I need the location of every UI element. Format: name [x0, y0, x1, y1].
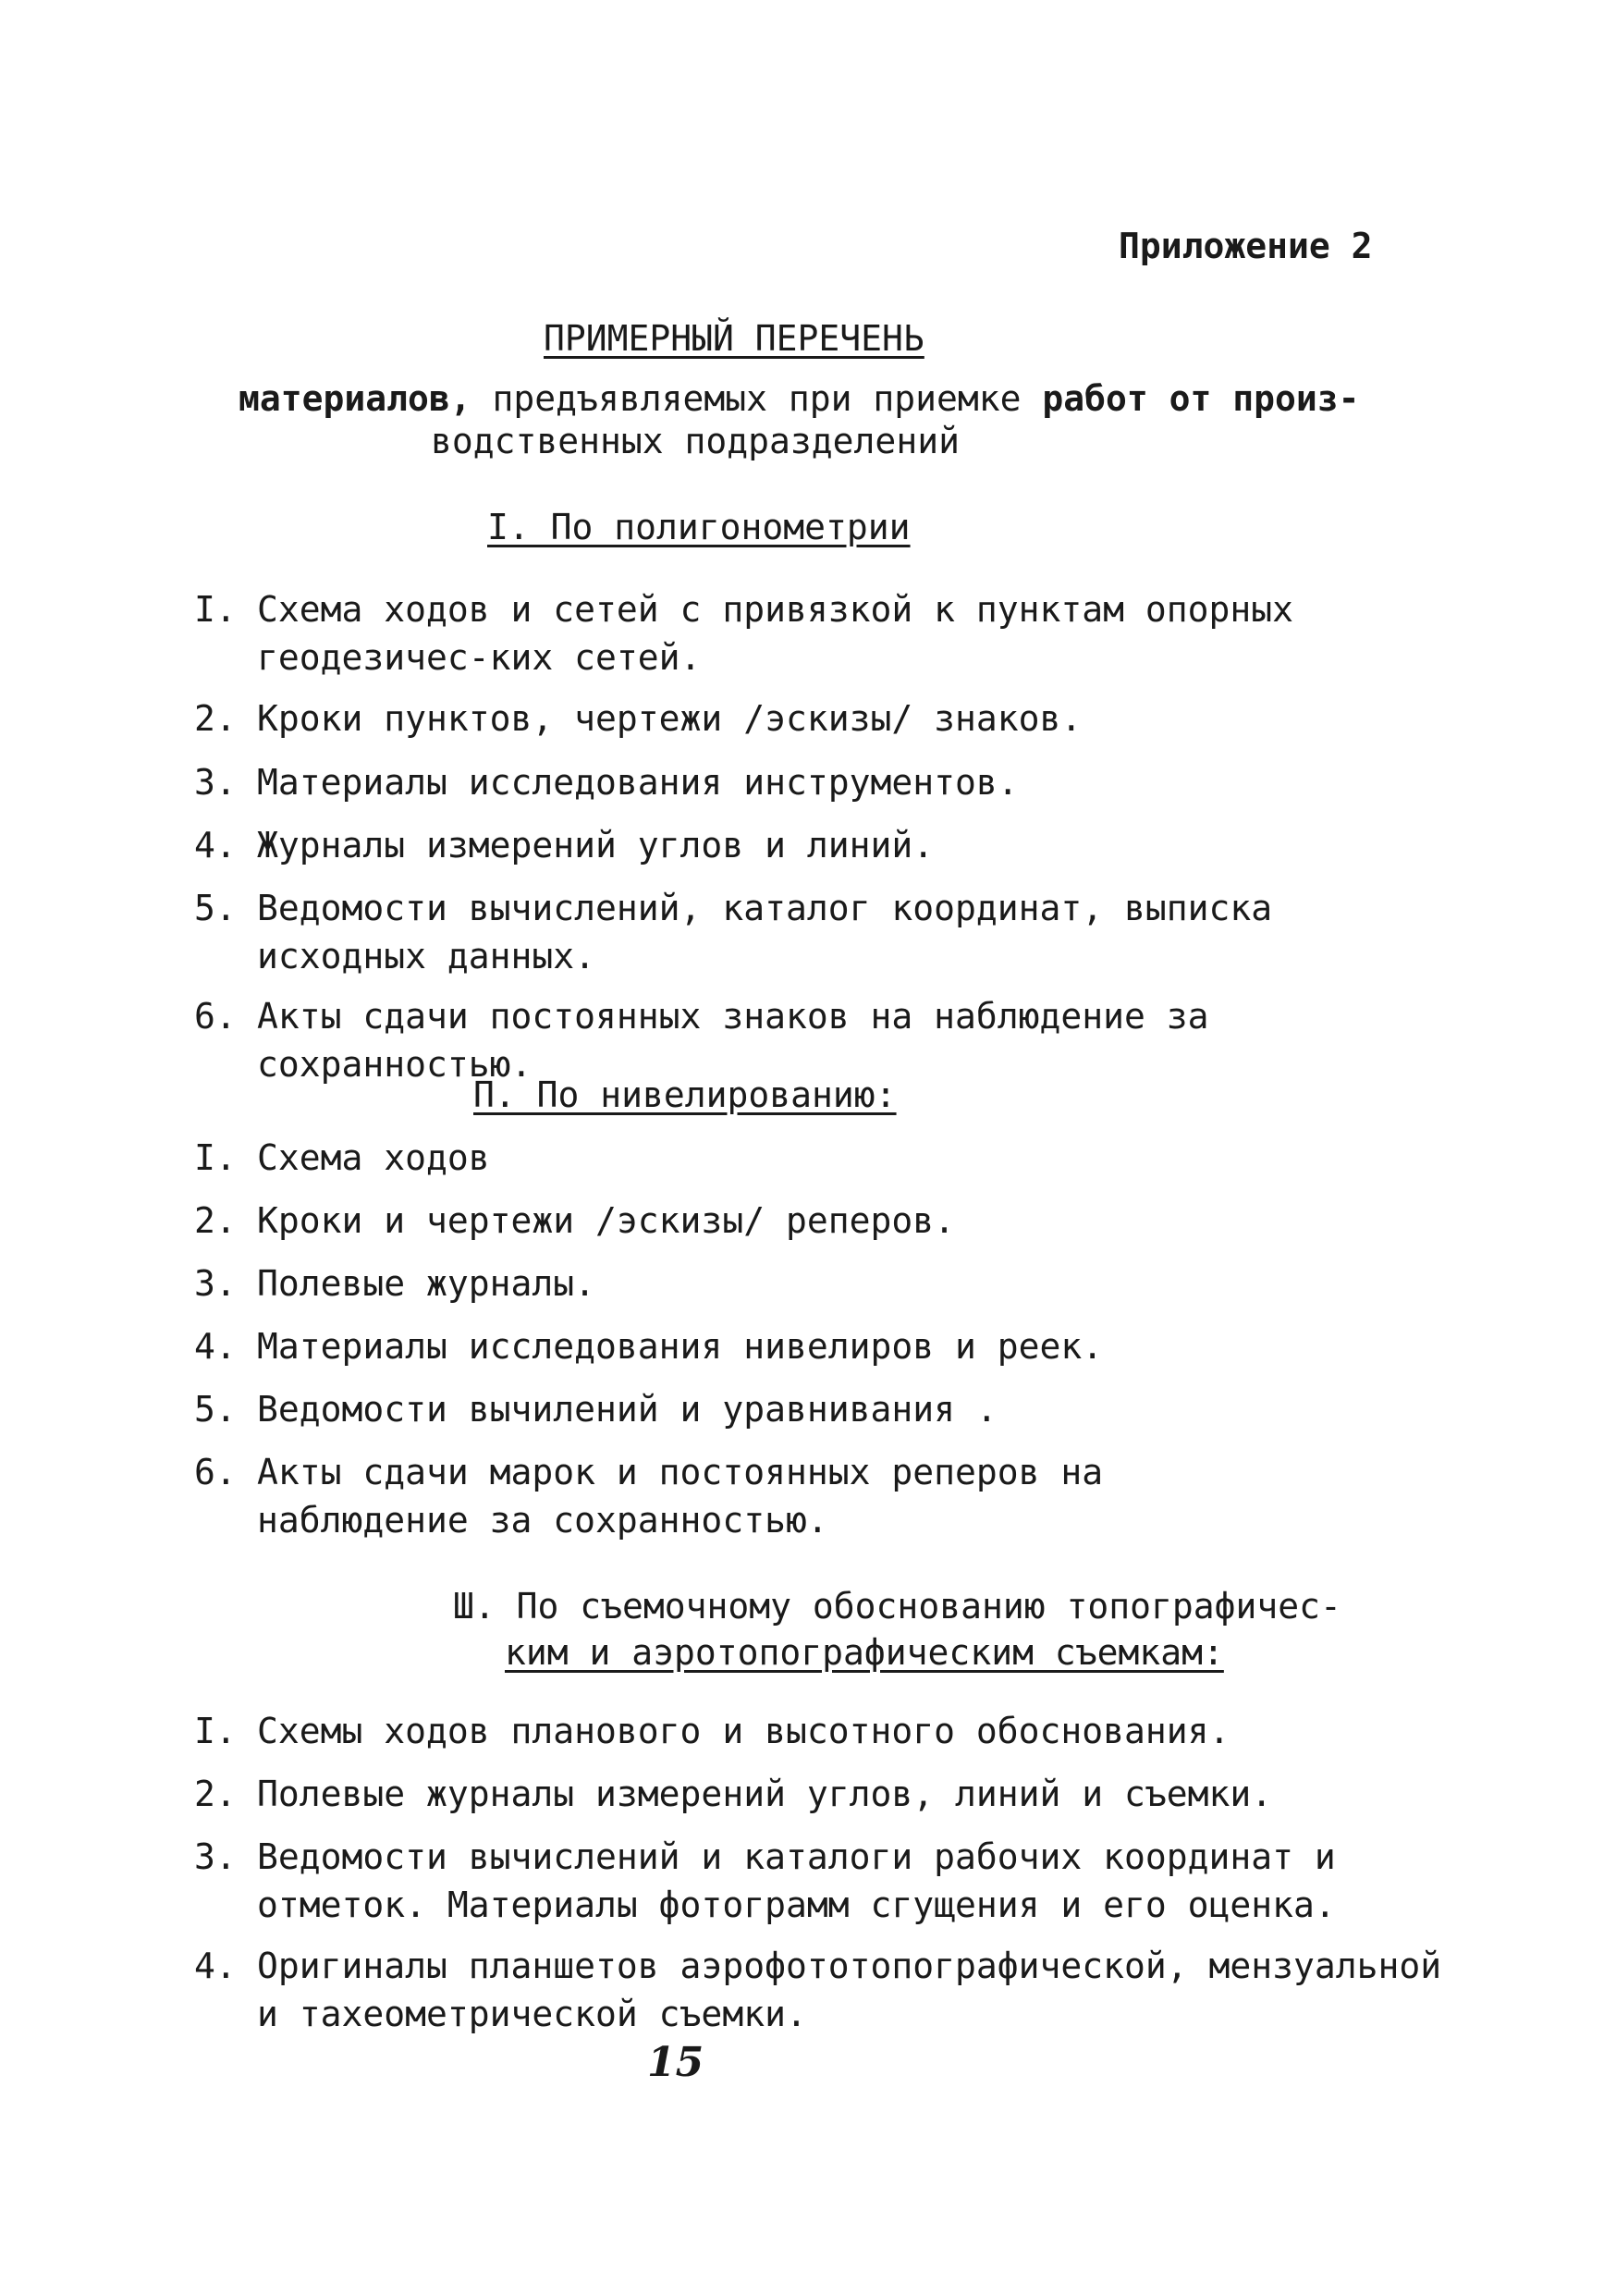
list-item: [194, 1385, 1451, 1433]
item-number: 5.: [194, 1389, 237, 1430]
item-text: Ведомости вычислений и каталоги рабочих координат и отметок. Материалы фотограмм сгущения и его оценка.: [257, 1836, 1336, 1925]
subtitle-part-3: работ от произ-: [1042, 378, 1360, 419]
appendix-label: Приложение 2: [1119, 226, 1373, 266]
subtitle-line-2: водственных подразделений: [431, 421, 960, 461]
item-number: 2.: [194, 1200, 237, 1241]
subtitle-part-2: предъявляемых при приемке: [471, 378, 1043, 419]
item-number: 5.: [194, 888, 237, 928]
item-text: Оригиналы планшетов аэрофототопографической, мензуальной и тахеометрической съемки.: [257, 1946, 1442, 2034]
item-number: 2.: [194, 698, 237, 739]
item-number: I.: [194, 589, 237, 630]
item-number: 2.: [194, 1774, 237, 1814]
list-item: [194, 1259, 1451, 1308]
section-heading-3-line-1: Ш. По съемочному обоснованию топографичес-: [453, 1586, 1341, 1627]
item-number: 4.: [194, 1326, 237, 1367]
item-text: Кроки пунктов, чертежи /эскизы/ знаков.: [257, 698, 1083, 739]
item-text: Схема ходов и сетей с привязкой к пунктам опорных геодезичес-ких сетей.: [257, 589, 1294, 678]
item-number: 4.: [194, 1946, 237, 1986]
list-item: [194, 1134, 1451, 1182]
list-item: [194, 1197, 1451, 1245]
item-text: Кроки и чертежи /эскизы/ реперов.: [257, 1200, 955, 1241]
item-number: I.: [194, 1137, 237, 1178]
item-text: Журналы измерений углов и линий.: [257, 825, 935, 866]
item-number: 6.: [194, 996, 237, 1037]
section-heading-2: П. По нивелированию:: [473, 1074, 897, 1115]
subtitle-line-1: [239, 377, 1360, 420]
list-item: [194, 1833, 1451, 1929]
list-item: [194, 1770, 1451, 1818]
item-text: Акты сдачи постоянных знаков на наблюдение за сохранностью.: [257, 996, 1209, 1085]
section-heading-3-line-2: ким и аэротопографическим съемкам:: [505, 1632, 1224, 1673]
list-item: [194, 1707, 1451, 1755]
list-item: [194, 758, 1451, 806]
item-number: 3.: [194, 1263, 237, 1304]
list-item: [194, 821, 1451, 869]
list-item: [194, 1942, 1451, 2038]
list-item: [194, 1448, 1285, 1544]
subtitle-part-1: материалов,: [239, 378, 471, 419]
item-number: 3.: [194, 1836, 237, 1877]
section-heading-1: I. По полигонометрии: [487, 507, 911, 547]
document-subtitle: [239, 377, 1360, 462]
item-text: Материалы исследования инструментов.: [257, 762, 1019, 803]
list-item: [194, 884, 1451, 980]
list-item: [194, 1322, 1451, 1370]
item-number: 4.: [194, 825, 237, 866]
page-number: 15: [647, 2039, 704, 2086]
item-text: Ведомости вычислений, каталог координат, выписка исходных данных.: [257, 888, 1273, 976]
list-item: [194, 585, 1451, 681]
item-number: I.: [194, 1711, 237, 1751]
item-text: Полевые журналы измерений углов, линий и съемки.: [257, 1774, 1273, 1814]
document-title: ПРИМЕРНЫЙ ПЕРЕЧЕНЬ: [544, 318, 924, 359]
list-item: [194, 694, 1451, 743]
item-text: Акты сдачи марок и постоянных реперов на наблюдение за сохранностью.: [257, 1452, 1104, 1541]
section-heading-3: [453, 1583, 1341, 1676]
item-text: Схемы ходов планового и высотного обоснования.: [257, 1711, 1230, 1751]
item-text: Схема ходов: [257, 1137, 490, 1178]
item-number: 6.: [194, 1452, 237, 1492]
item-text: Ведомости вычилений и уравнивания .: [257, 1389, 998, 1430]
item-number: 3.: [194, 762, 237, 803]
item-text: Материалы исследования нивелиров и реек.: [257, 1326, 1104, 1367]
item-text: Полевые журналы.: [257, 1263, 596, 1304]
